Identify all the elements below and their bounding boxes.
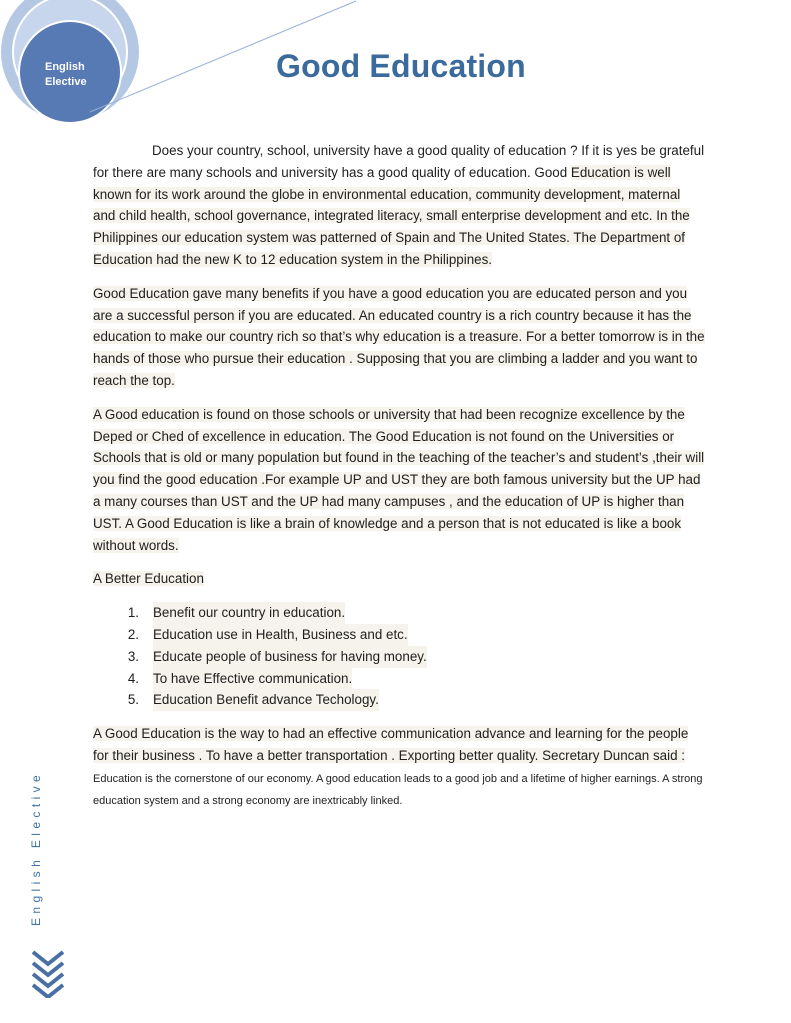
list-item-number: 2.	[127, 626, 139, 642]
better-education-list	[93, 602, 705, 711]
document-body	[93, 140, 705, 823]
list-item	[93, 668, 705, 690]
list-item-text: Education Benefit advance Techology.	[153, 689, 379, 711]
list-item-number: 5.	[127, 692, 139, 708]
page-title: Good Education	[276, 48, 526, 84]
list-heading	[93, 568, 705, 590]
list-item	[93, 624, 705, 646]
paragraph-recognition	[93, 404, 705, 557]
paragraph-intro-highlight: Education is well known for its work around the globe in environmental education, community development, maternal and child health, school governance, integrated literacy, small enterprise development and etc. In the Philippines our education system was patterned of Spain and The United States. The Department of Education had the new K to 12 education system in the Philippines.	[93, 164, 690, 267]
side-label: English Elective	[29, 770, 43, 926]
chevron-down-icon	[31, 950, 65, 998]
duncan-quote: Education is the cornerstone of our economy. A good education leads to a good job and a lifetime of higher earnings. A strong education system and a strong economy are inextricably linked.	[93, 772, 703, 807]
list-item-text: Educate people of business for having money.	[153, 646, 427, 668]
list-item-text: Education use in Health, Business and etc.	[153, 624, 408, 646]
list-item-number: 3.	[127, 648, 139, 664]
paragraph-recognition-text: A Good education is found on those schools or university that had been recognize excellence by the Deped or Ched of excellence in education. The Good Education is not found on the Universities or Schools that is old or many population but found in the teaching of the teacher’s and student’s ,their will you find the good education .For example UP and UST they are both famous university but the UP had a many courses than UST and the UP had many campuses , and the education of UP is higher than UST. A Good Education is like a brain of knowledge and a person that is not educated is like a book without words.	[93, 406, 705, 553]
list-heading-text: A Better Education	[93, 571, 204, 587]
paragraph-conclusion-text: A Good Education is the way to had an effective communication advance and learning for the people for their business . To have a better transportation . Exporting better quality. Secretary Duncan said :	[93, 726, 689, 763]
list-item-number: 4.	[127, 670, 139, 686]
list-item-number: 1.	[127, 605, 139, 621]
paragraph-conclusion	[93, 723, 705, 811]
badge-line-1: English	[45, 61, 85, 73]
paragraph-intro	[93, 140, 705, 271]
list-item-text: Benefit our country in education.	[153, 602, 345, 624]
paragraph-intro-plain: Does your country, school, university have a good quality of education ? If it is yes be grateful for there are many schools and university has a good quality of education. Good	[93, 143, 705, 180]
paragraph-benefits	[93, 283, 705, 392]
list-item-text: To have Effective communication.	[153, 668, 352, 690]
list-item	[93, 602, 705, 624]
paragraph-benefits-text: Good Education gave many benefits if you have a good education you are educated person and you are a successful person if you are educated. An educated country is a rich country because it has the education to make our country rich so that’s why education is a treasure. For a better tomorrow is in the hands of those who pursue their education . Supposing that you are climbing a ladder and you want to reach the top.	[93, 285, 705, 388]
badge-label	[45, 60, 87, 90]
badge-line-2: Elective	[45, 76, 87, 88]
list-item	[93, 689, 705, 711]
list-item	[93, 646, 705, 668]
